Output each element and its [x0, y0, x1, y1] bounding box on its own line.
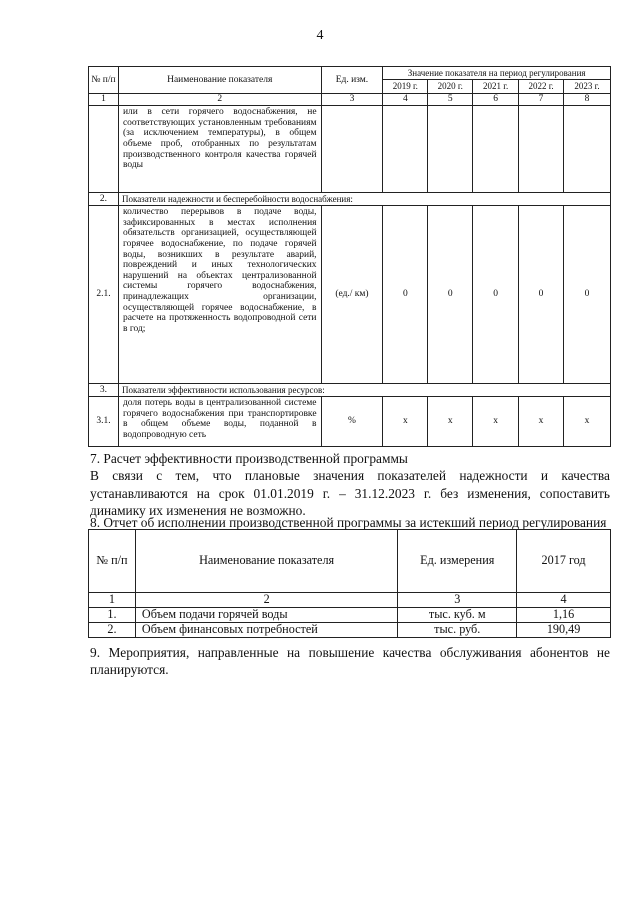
- row-value: 1,16: [517, 608, 611, 623]
- header-num: № п/п: [89, 530, 136, 593]
- row-value: x: [564, 397, 611, 447]
- table-row: [89, 623, 611, 638]
- header-period: Значение показателя на период регулирования: [383, 67, 611, 80]
- row-value: 0: [473, 206, 519, 384]
- header-name: Наименование показателя: [135, 530, 397, 593]
- header-name: Наименование показателя: [118, 67, 321, 94]
- col-number: 5: [428, 94, 473, 106]
- col-number: 7: [519, 94, 564, 106]
- col-number: 4: [383, 94, 428, 106]
- section7-text-line: В связи с тем, что плановые значения показателей надежности и качества: [90, 468, 610, 483]
- row-value: x: [383, 397, 428, 447]
- row-value: 0: [383, 206, 428, 384]
- section-title: Показатели надежности и бесперебойности водоснабжения:: [118, 193, 610, 206]
- section9-line: планируются.: [90, 662, 169, 677]
- indicators-table: [88, 66, 611, 447]
- row-num: 2.1.: [89, 206, 119, 384]
- table-row: [89, 608, 611, 623]
- section8-heading: 8. Отчет об исполнении производственной программы за истекший период регулирования: [90, 515, 607, 530]
- row-value: 0: [564, 206, 611, 384]
- section-row: [89, 384, 611, 397]
- header-unit: Ед. изм.: [321, 67, 383, 94]
- header-year: 2021 г.: [473, 80, 519, 94]
- header-year: 2019 г.: [383, 80, 428, 94]
- section9-line: 9. Мероприятия, направленные на повышение качества обслуживания абонентов не: [90, 645, 610, 660]
- row-value: 0: [519, 206, 564, 384]
- section-num: 3.: [89, 384, 119, 397]
- header-num: № п/п: [89, 67, 119, 94]
- row-unit: тыс. куб. м: [398, 608, 517, 623]
- row-value: x: [473, 397, 519, 447]
- table-row: [89, 397, 611, 447]
- column-numbers-row: [89, 593, 611, 608]
- row-unit: (ед./ км): [321, 206, 383, 384]
- header-year: 2023 г.: [564, 80, 611, 94]
- report-table: [88, 529, 611, 638]
- header-year: 2017 год: [517, 530, 611, 593]
- row-name: доля потерь воды в централизованной системе горячего водоснабжения при транспортировке в общем объеме воды, поданной в водопроводную сеть: [118, 397, 321, 447]
- row-name: Объем подачи горячей воды: [135, 608, 397, 623]
- col-number: 3: [398, 593, 517, 608]
- row-name: Объем финансовых потребностей: [135, 623, 397, 638]
- row-unit: %: [321, 397, 383, 447]
- col-number: 4: [517, 593, 611, 608]
- row-value: x: [519, 397, 564, 447]
- row-num: 1.: [89, 608, 136, 623]
- continuation-cell: или в сети горячего водоснабжения, не соответствующих установленным требованиям (за исключением температуры), в общем объеме проб, отобранных по результатам производственного контроля качества горячей воды: [118, 106, 321, 193]
- row-num: 3.1.: [89, 397, 119, 447]
- col-number: 3: [321, 94, 383, 106]
- header-year: 2022 г.: [519, 80, 564, 94]
- section-title: Показатели эффективности использования ресурсов:: [118, 384, 610, 397]
- row-num: 2.: [89, 623, 136, 638]
- col-number: 1: [89, 94, 119, 106]
- section-row: [89, 193, 611, 206]
- row-value: x: [428, 397, 473, 447]
- header-unit: Ед. измерения: [398, 530, 517, 593]
- section7-text-line: динамику их изменения не возможно.: [90, 503, 306, 518]
- row-value: 0: [428, 206, 473, 384]
- section-num: 2.: [89, 193, 119, 206]
- section7-text-line: устанавливаются на срок 01.01.2019 г. – 31.12.2023 г. без изменения, сопоставить: [90, 486, 610, 501]
- row-name: количество перерывов в подаче воды, зафиксированных в местах исполнения обязательств организацией, осуществляющей горячее водоснабжение, по подаче горячей воды, возникших в результате аварий, повреждений и иных технологических нарушений на объектах централизованной системы горячего водоснабжения, принадлежащих организации, осуществляющей горячее водоснабжение, в расчете на протяженность водопроводной сети в год;: [118, 206, 321, 384]
- page-number: 4: [316, 28, 324, 43]
- row-value: 190,49: [517, 623, 611, 638]
- col-number: 8: [564, 94, 611, 106]
- col-number: 2: [135, 593, 397, 608]
- header-year: 2020 г.: [428, 80, 473, 94]
- table-row: [89, 206, 611, 384]
- col-number: 1: [89, 593, 136, 608]
- col-number: 2: [118, 94, 321, 106]
- row-unit: тыс. руб.: [398, 623, 517, 638]
- table-row: [89, 106, 611, 193]
- column-numbers-row: [89, 94, 611, 106]
- col-number: 6: [473, 94, 519, 106]
- section7-heading: 7. Расчет эффективности производственной программы: [90, 451, 408, 466]
